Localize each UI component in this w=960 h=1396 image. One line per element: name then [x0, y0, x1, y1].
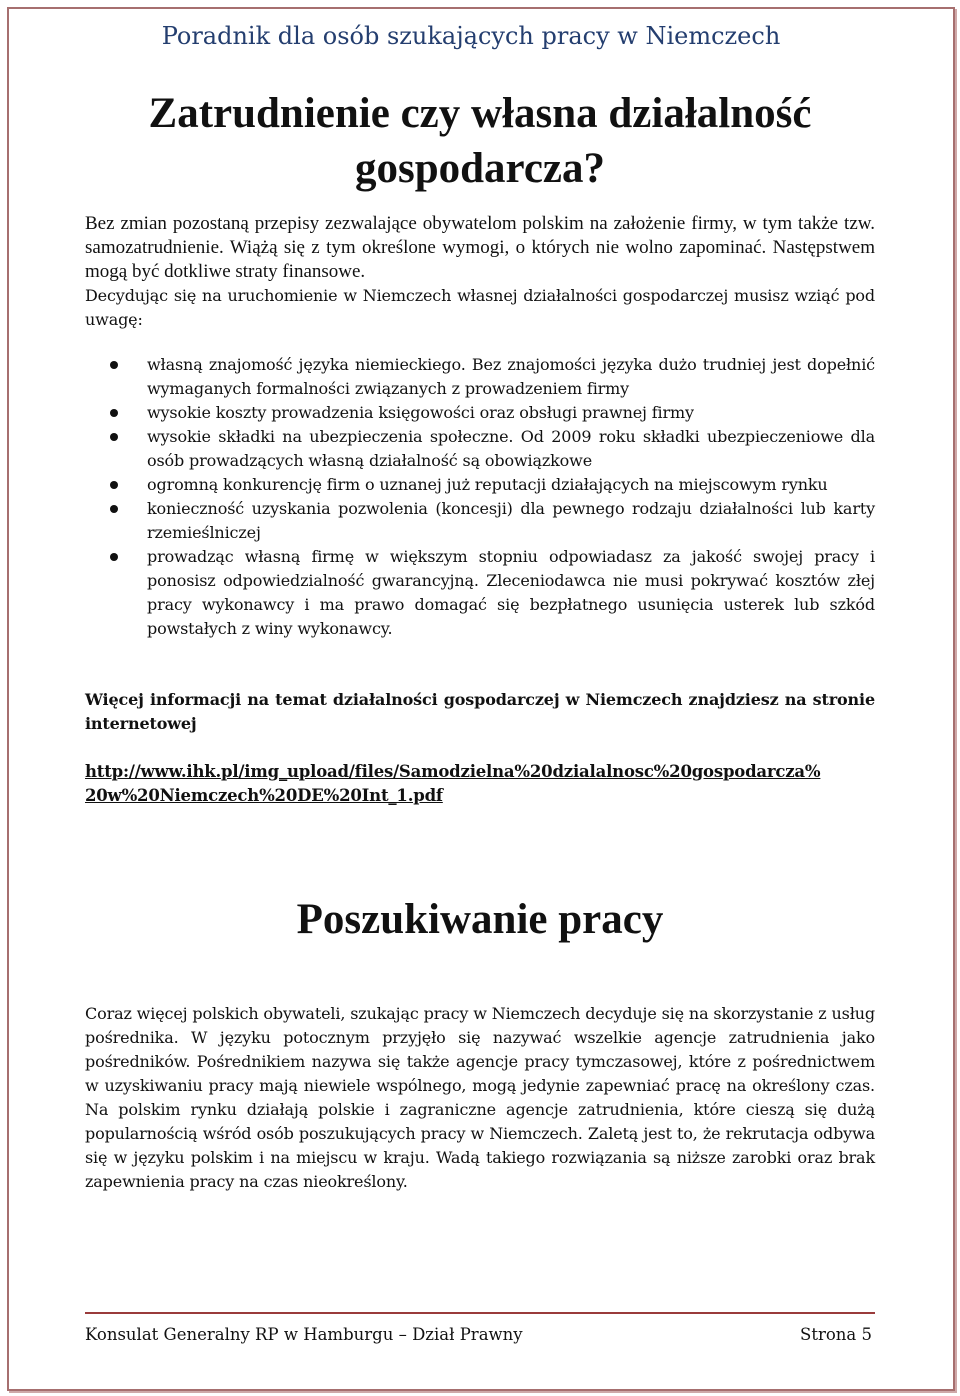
- footer-consulate: Konsulat Generalny RP w Hamburgu – Dział Prawny: [85, 1325, 523, 1344]
- list-item: ogromną konkurencję firm o uznanej już reputacji działających na miejscowym rynku: [85, 473, 875, 497]
- page-header: Poradnik dla osób szukających pracy w Niemczech: [161, 22, 781, 50]
- bullet-icon: [110, 409, 118, 417]
- list-item: prowadząc własną firmę w większym stopniu odpowiadasz za jakość swojej pracy i ponosisz odpowiedzialność gwarancyjną. Zleceniodawca nie musi pokrywać kosztów złej pracy wykonawcy i ma prawo domagać się bezpłatnego usunięcia usterek lub szkód powstałych z winy wykonawcy.: [85, 545, 875, 641]
- intro-paragraph: Bez zmian pozostaną przepisy zezwalające obywatelom polskim na założenie firmy, w tym także tzw. samozatrudnienie. Wiążą się z tym określone wymogi, o których nie wolno zapominać. Następstwem mogą być dotkliwe straty finansowe.: [85, 213, 875, 282]
- section-title-job-search: Poszukiwanie pracy: [296, 896, 664, 943]
- link-line-1[interactable]: http://www.ihk.pl/img_upload/files/Samodzielna%20dzialalnosc%20gospodarcza%: [85, 762, 821, 781]
- footer-divider: [85, 1312, 875, 1314]
- list-item: wysokie składki na ubezpieczenia społeczne. Od 2009 roku składki ubezpieczeniowe dla osób prowadzących własną działalność są obowiązkowe: [85, 425, 875, 473]
- lead-paragraph: Decydując się na uruchomienie w Niemczech własnej działalności gospodarczej musisz wziąć pod uwagę:: [85, 286, 875, 329]
- requirements-list: [85, 353, 875, 641]
- link-line-2[interactable]: 20w%20Niemczech%20DE%20Int_1.pdf: [85, 786, 443, 805]
- job-search-paragraph: Coraz więcej polskich obywateli, szukając pracy w Niemczech decyduje się na skorzystanie z usług pośrednika. W języku potocznym przyjęło się nazywać wszelkie agencje zatrudnienia jako pośredników. Pośrednikiem nazywa się także agencje pracy tymczasowej, które z pośrednictwem w uzyskiwaniu pracy mają niewiele wspólnego, mogą jedynie zapewniać pracę na określony czas. Na polskim rynku działają polskie i zagraniczne agencje zatrudnienia, które cieszą się dużą popularnością wśród osób poszukujących pracy w Niemczech. Zaletą jest to, że rekrutacja odbywa się w języku polskim i na miejscu w kraju. Wadą takiego rozwiązania są niższe zarobki oraz brak zapewnienia pracy na czas nieokreślony.: [85, 1004, 875, 1191]
- list-item: konieczność uzyskania pozwolenia (koncesji) dla pewnego rodzaju działalności lub karty rzemieślniczej: [85, 497, 875, 545]
- bullet-icon: [110, 433, 118, 441]
- page-number: Strona 5: [800, 1325, 872, 1344]
- more-info-paragraph: Więcej informacji na temat działalności gospodarczej w Niemczech znajdziesz na stronie internetowej: [85, 690, 875, 733]
- bullet-icon: [110, 505, 118, 513]
- bullet-icon: [110, 481, 118, 489]
- bullet-icon: [110, 553, 118, 561]
- bullet-icon: [110, 361, 118, 369]
- list-item: wysokie koszty prowadzenia księgowości oraz obsługi prawnej firmy: [85, 401, 875, 425]
- list-item: własną znajomość języka niemieckiego. Bez znajomości języka dużo trudniej jest dopełnić wymaganych formalności związanych z prowadzeniem firmy: [85, 353, 875, 401]
- ihk-link[interactable]: [85, 760, 885, 808]
- section-title-employment: Zatrudnienie czy własna działalność gospodarcza?: [148, 90, 812, 192]
